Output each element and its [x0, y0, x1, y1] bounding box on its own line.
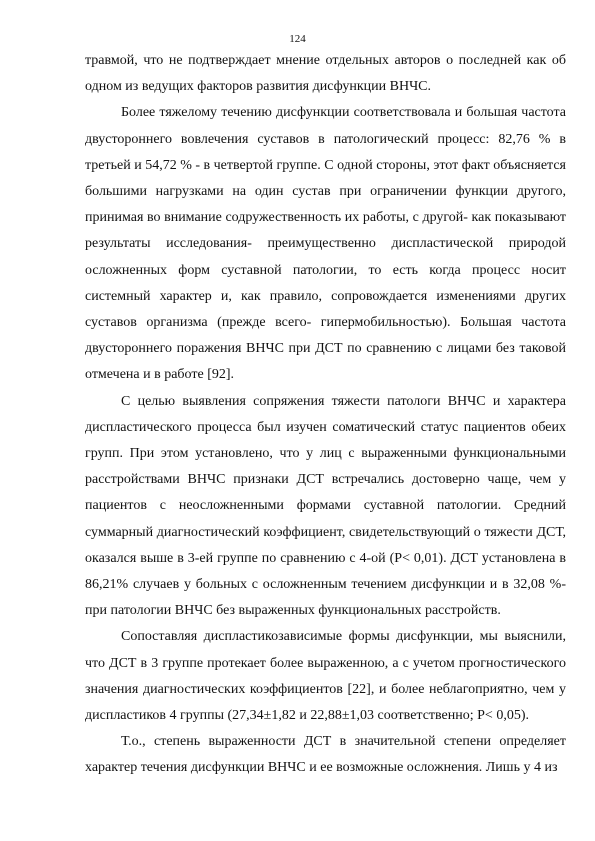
paragraph-3: С целью выявления сопряжения тяжести патологи ВНЧС и характера диспластического процесса был изучен соматический статус пациентов обеих групп. При этом установлено, что у лиц с выраженными функциональными расстройствами ВНЧС признаки ДСТ встречались достоверно чаще, чем у пациентов с неосложненными формами суставной патологии. Средний суммарный диагностический коэффициент, свидетельствующий о тяжести ДСТ, оказался выше в 3-ей группе по сравнению с 4-ой (P< 0,01). ДСТ установлена в 86,21% случаев у больных с осложненным течением дисфункции и в 32,08 %- при патологии ВНЧС без выраженных функциональных расстройств.: [85, 393, 566, 619]
paragraph-2: Более тяжелому течению дисфункции соответствовала и большая частота двустороннего вовлечения суставов в патологический процесс: 82,76 % в третьей и 54,72 % - в четвертой группе. С одной стороны, этот факт объясняется большими нагрузками на один сустав при ограничении функции другого, принимая во внимание содружественность их работы, с другой- как показывают результаты исследования- преимущественно диспластической природой осложненных форм суставной патологии, то есть когда процесс носит системный характер и, как правило, сопровождается изменениями других суставов организма (прежде всего- гипермобильностью). Большая частота двустороннего поражения ВНЧС при ДСТ по сравнению с лицами без таковой отмечена и в работе [92].: [85, 105, 566, 383]
paragraph-1: травмой, что не подтверждает мнение отдельных авторов о последней как об одном из ведущих факторов развития дисфункции ВНЧС.: [85, 53, 566, 95]
paragraph-4: Сопоставляя диспластикозависимые формы дисфункции, мы выяснили, что ДСТ в 3 группе протекает более выраженною, а с учетом прогностического значения диагностических коэффициентов [22], и более неблагоприятно, чем у диспластиков 4 группы (27,34±1,82 и 22,88±1,03 соответственно; P< 0,05).: [85, 629, 566, 724]
page-number: 124: [289, 33, 306, 45]
paragraph-5: Т.о., степень выраженности ДСТ в значительной степени определяет характер течения дисфункции ВНЧС и ее возможные осложнения. Лишь у 4 из: [85, 734, 566, 776]
body-text: [85, 48, 566, 782]
